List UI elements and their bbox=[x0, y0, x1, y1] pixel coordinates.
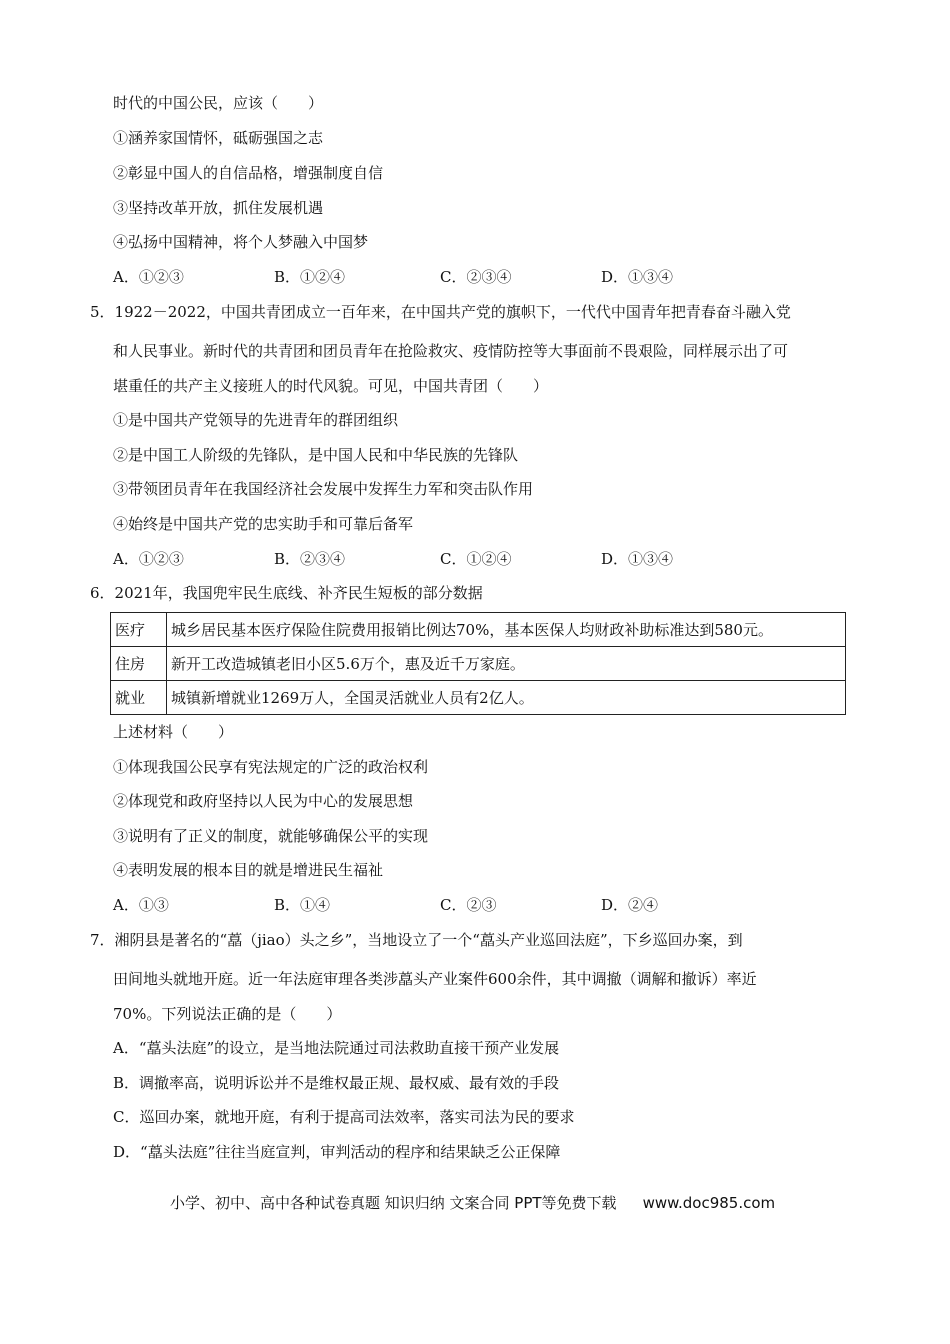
table-cell-value: 新开工改造城镇老旧小区5.6万个，惠及近千万家庭。 bbox=[167, 647, 846, 681]
q4-item-4: ④弘扬中国精神，将个人梦融入中国梦 bbox=[113, 233, 369, 251]
q6-item-3: ③说明有了正义的制度，就能够确保公平的实现 bbox=[113, 827, 429, 845]
q6-item-2: ②体现党和政府坚持以人民为中心的发展思想 bbox=[113, 792, 414, 810]
q5-option-a: A．①②③ bbox=[113, 550, 184, 568]
q7-stem-line-1: 7．湘阴县是著名的“藠（jiao）头之乡”，当地设立了一个“藠头产业巡回法庭”，下乡巡回办案，到 bbox=[90, 931, 743, 949]
q4-option-d: D．①③④ bbox=[601, 268, 674, 286]
q5-item-1: ①是中国共产党领导的先进青年的群团组织 bbox=[113, 411, 399, 429]
q4-stem-end: 时代的中国公民，应该（ ） bbox=[113, 94, 324, 112]
q5-item-2: ②是中国工人阶级的先锋队，是中国人民和中华民族的先锋队 bbox=[113, 446, 519, 464]
q6-item-1: ①体现我国公民享有宪法规定的广泛的政治权利 bbox=[113, 758, 429, 776]
page-footer bbox=[170, 1192, 775, 1213]
footer-url-link[interactable]: www.doc985.com bbox=[642, 1194, 776, 1212]
q5-stem-line-3: 堪重任的共产主义接班人的时代风貌。可见，中国共青团（ ） bbox=[113, 377, 549, 395]
q6-item-4: ④表明发展的根本目的就是增进民生福祉 bbox=[113, 861, 384, 879]
q4-option-c: C．②③④ bbox=[440, 268, 512, 286]
q6-data-table bbox=[110, 612, 846, 715]
q6-option-d: D．②④ bbox=[601, 896, 659, 914]
q4-option-b: B．①②④ bbox=[274, 268, 346, 286]
q7-option-a: A．“藠头法庭”的设立，是当地法院通过司法救助直接干预产业发展 bbox=[113, 1039, 560, 1057]
q5-stem-line-2: 和人民事业。新时代的共青团和团员青年在抢险救灾、疫情防控等大事面前不畏艰险，同样展示出了可 bbox=[113, 342, 789, 360]
table-row bbox=[111, 681, 846, 715]
table-cell-category: 住房 bbox=[111, 647, 167, 681]
q6-option-b: B．①④ bbox=[274, 896, 331, 914]
q7-stem-line-2: 田间地头就地开庭。近一年法庭审理各类涉藠头产业案件600余件，其中调撤（调解和撤诉）率近 bbox=[113, 970, 757, 988]
q4-item-2: ②彰显中国人的自信品格，增强制度自信 bbox=[113, 164, 384, 182]
q4-option-a: A．①②③ bbox=[113, 268, 184, 286]
q5-item-3: ③带领团员青年在我国经济社会发展中发挥生力军和突击队作用 bbox=[113, 480, 534, 498]
q5-option-b: B．②③④ bbox=[274, 550, 346, 568]
table-cell-value: 城乡居民基本医疗保险住院费用报销比例达70%，基本医保人均财政补助标准达到580元。 bbox=[167, 613, 846, 647]
footer-text: 小学、初中、高中各种试卷真题 知识归纳 文案合同 PPT等免费下载 bbox=[170, 1194, 617, 1212]
q7-option-b: B．调撤率高，说明诉讼并不是维权最正规、最权威、最有效的手段 bbox=[113, 1074, 560, 1092]
table-row bbox=[111, 613, 846, 647]
q4-item-1: ①涵养家国情怀，砥砺强国之志 bbox=[113, 129, 324, 147]
q5-option-c: C．①②④ bbox=[440, 550, 512, 568]
table-cell-value: 城镇新增就业1269万人，全国灵活就业人员有2亿人。 bbox=[167, 681, 846, 715]
q6-stem: 6．2021年，我国兜牢民生底线、补齐民生短板的部分数据 bbox=[90, 584, 483, 602]
q6-after-table: 上述材料（ ） bbox=[113, 723, 234, 741]
table-cell-category: 医疗 bbox=[111, 613, 167, 647]
q7-option-d: D．“藠头法庭”往往当庭宣判，审判活动的程序和结果缺乏公正保障 bbox=[113, 1143, 561, 1161]
q4-item-3: ③坚持改革开放，抓住发展机遇 bbox=[113, 199, 324, 217]
table-cell-category: 就业 bbox=[111, 681, 167, 715]
q5-stem-line-1: 5．1922－2022，中国共青团成立一百年来，在中国共产党的旗帜下，一代代中国青年把青春奋斗融入党 bbox=[90, 303, 791, 321]
q6-option-a: A．①③ bbox=[113, 896, 169, 914]
q5-option-d: D．①③④ bbox=[601, 550, 674, 568]
table-row bbox=[111, 647, 846, 681]
q6-option-c: C．②③ bbox=[440, 896, 497, 914]
q5-item-4: ④始终是中国共产党的忠实助手和可靠后备军 bbox=[113, 515, 414, 533]
q7-stem-line-3: 70%。下列说法正确的是（ ） bbox=[113, 1005, 342, 1023]
q7-option-c: C．巡回办案，就地开庭，有利于提高司法效率，落实司法为民的要求 bbox=[113, 1108, 575, 1126]
